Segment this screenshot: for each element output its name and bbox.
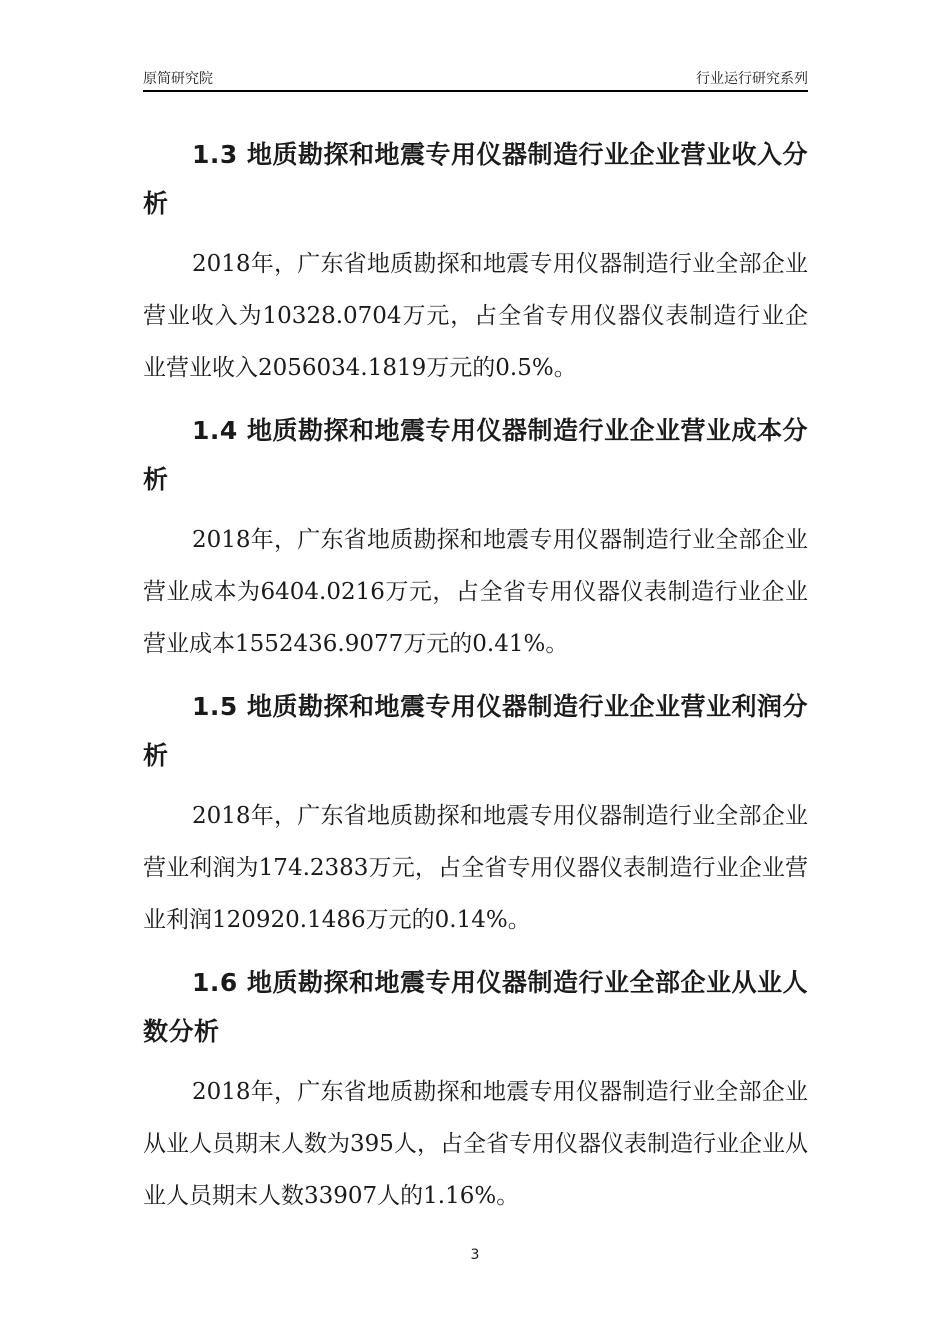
section-body-1-4: 2018年，广东省地质勘探和地震专用仪器制造行业全部企业营业成本为6404.0216万元，占全省专用仪器仪表制造行业企业营业成本1552436.9077万元的0.41%。 (143, 527, 808, 657)
section-body-1-5: 2018年，广东省地质勘探和地震专用仪器制造行业全部企业营业利润为174.2383万元，占全省专用仪器仪表制造行业企业营业利润120920.1486万元的0.14%。 (143, 803, 808, 933)
section-heading-1-4: 1.4 地质勘探和地震专用仪器制造行业企业营业成本分析 (143, 416, 808, 494)
section-heading-1-6: 1.6 地质勘探和地震专用仪器制造行业全部企业从业人数分析 (143, 968, 808, 1046)
page-header (143, 66, 808, 92)
section-heading-1-3: 1.3 地质勘探和地震专用仪器制造行业企业营业收入分析 (143, 140, 808, 218)
section-body-1-6: 2018年，广东省地质勘探和地震专用仪器制造行业全部企业从业人员期末人数为395人，占全省专用仪器仪表制造行业企业从业人员期末人数33907人的1.16%。 (143, 1079, 808, 1209)
header-org-name: 原简研究院 (143, 71, 213, 87)
section-body-1-3: 2018年，广东省地质勘探和地震专用仪器制造行业全部企业营业收入为10328.0704万元，占全省专用仪器仪表制造行业企业营业收入2056034.1819万元的0.5%。 (143, 251, 808, 381)
section-heading-1-5: 1.5 地质勘探和地震专用仪器制造行业企业营业利润分析 (143, 692, 808, 770)
page-number: 3 (470, 1247, 480, 1263)
header-series-title: 行业运行研究系列 (696, 71, 808, 87)
